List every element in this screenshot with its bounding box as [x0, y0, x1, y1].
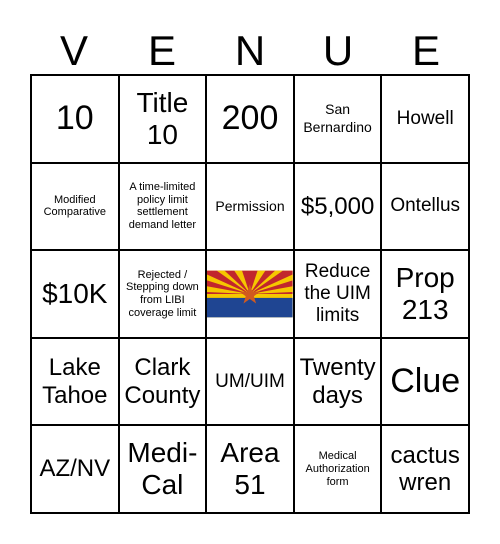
- bingo-cell[interactable]: Lake Tahoe: [31, 338, 119, 426]
- header-letter: E: [147, 27, 176, 74]
- bingo-cell[interactable]: 10: [31, 75, 119, 163]
- bingo-cell[interactable]: Modified Comparative: [31, 163, 119, 251]
- bingo-cell[interactable]: Rejected / Stepping down from LIBI coverage limit: [119, 250, 207, 338]
- header-letter: E: [411, 27, 440, 74]
- bingo-cell[interactable]: $5,000: [294, 163, 382, 251]
- bingo-cell[interactable]: Howell: [381, 75, 469, 163]
- bingo-cell[interactable]: cactus wren: [381, 425, 469, 513]
- bingo-cell[interactable]: Title 10: [119, 75, 207, 163]
- bingo-cell[interactable]: Medi-Cal: [119, 425, 207, 513]
- title-header: [30, 28, 470, 74]
- bingo-cell[interactable]: Reduce the UIM limits: [294, 250, 382, 338]
- bingo-cell[interactable]: Clue: [381, 338, 469, 426]
- bingo-cell[interactable]: UM/UIM: [206, 338, 294, 426]
- bingo-cell[interactable]: Clark County: [119, 338, 207, 426]
- bingo-cell[interactable]: Area 51: [206, 425, 294, 513]
- bingo-cell[interactable]: AZ/NV: [31, 425, 119, 513]
- bingo-cell[interactable]: $10K: [31, 250, 119, 338]
- header-letter: U: [322, 27, 354, 74]
- bingo-cell[interactable]: Twenty days: [294, 338, 382, 426]
- arizona-flag-icon: [207, 270, 293, 318]
- bingo-cell[interactable]: Prop 213: [381, 250, 469, 338]
- bingo-cell[interactable]: Medical Authorization form: [294, 425, 382, 513]
- bingo-cell[interactable]: Ontellus: [381, 163, 469, 251]
- bingo-cell[interactable]: A time-limited policy limit settlement demand letter: [119, 163, 207, 251]
- bingo-board: [30, 74, 470, 514]
- bingo-cell[interactable]: 200: [206, 75, 294, 163]
- bingo-cell[interactable]: Permission: [206, 163, 294, 251]
- bingo-cell-free[interactable]: [206, 250, 294, 338]
- header-letter: V: [59, 27, 88, 74]
- bingo-cell[interactable]: San Bernardino: [294, 75, 382, 163]
- header-letter: N: [234, 27, 266, 74]
